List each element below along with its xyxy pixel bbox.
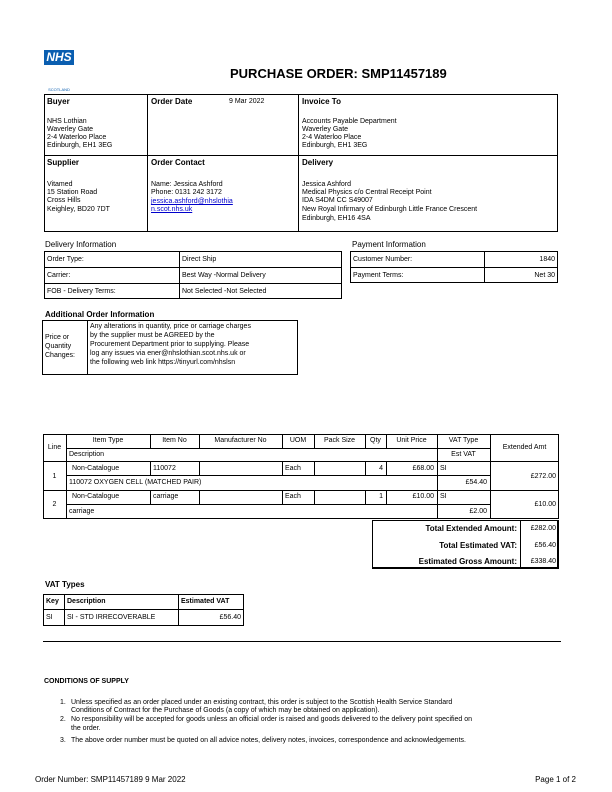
table-row-description: 110072 OXYGEN CELL (MATCHED PAIR) xyxy=(69,479,202,486)
table-row-uom: Each xyxy=(285,493,301,500)
vat-row-key: SI xyxy=(46,614,53,621)
additional-info-text: log any issues via ener@nhslothian.scot.nhs.uk or xyxy=(90,350,246,357)
table-row-line: 2 xyxy=(52,501,57,508)
additional-info-label: Changes: xyxy=(45,352,75,359)
table-row-qty: 4 xyxy=(379,465,383,472)
table-row-uom: Each xyxy=(285,465,301,472)
vat-row-estimated-vat: £56.40 xyxy=(219,614,241,621)
condition-text: Conditions of Contract for the Purchase of Goods (a copy of which may be obtained on application). xyxy=(71,707,380,714)
order-contact-phone: Phone: 0131 242 3172 xyxy=(151,189,222,196)
conditions-heading: CONDITIONS OF SUPPLY xyxy=(44,678,129,685)
table-row-unit-price: £10.00 xyxy=(412,493,434,500)
table-row-extended-amt: £10.00 xyxy=(534,501,556,508)
additional-info-text: by the supplier must be AGREED by the xyxy=(90,332,215,339)
payment-info-value: 1840 xyxy=(539,256,555,263)
col-header-item-type: Item Type xyxy=(92,437,124,444)
delivery-line: Edinburgh, EH16 4SA xyxy=(302,215,371,222)
table-row-item-no: 110072 xyxy=(153,465,176,472)
table-row-est-vat: £54.40 xyxy=(465,479,487,486)
additional-info-label: Quantity xyxy=(45,343,72,350)
condition-number: 3. xyxy=(60,737,66,744)
delivery-info-value: Direct Ship xyxy=(182,256,217,263)
vat-row-description: SI - STD IRRECOVERABLE xyxy=(67,614,156,621)
gross-amount-label: Estimated Gross Amount: xyxy=(418,557,517,566)
table-row-item-type: Non-Catalogue xyxy=(72,493,120,500)
col-header-pack-size: Pack Size xyxy=(323,437,356,444)
col-header-est-vat: Est VAT xyxy=(451,451,476,458)
table-row-description: carriage xyxy=(69,508,95,515)
col-header-line: Line xyxy=(47,444,62,451)
delivery-info-label: Carrier: xyxy=(47,272,71,279)
payment-info-heading: Payment Information xyxy=(352,240,426,249)
buyer-line: 2-4 Waterloo Place xyxy=(47,134,107,141)
payment-info-value: Net 30 xyxy=(534,272,555,279)
condition-number: 1. xyxy=(60,699,66,706)
delivery-line: Jessica Ashford xyxy=(302,181,352,188)
nhs-logo-sub: SCOTLAND xyxy=(48,87,70,92)
delivery-label: Delivery xyxy=(302,158,334,167)
address-block xyxy=(44,94,558,232)
table-row-est-vat: £2.00 xyxy=(469,508,487,515)
nhs-logo-mark: NHS xyxy=(44,50,74,65)
additional-info-text: the following web link https://tinyurl.com/nhslsn xyxy=(90,359,236,366)
page-title: PURCHASE ORDER: SMP11457189 xyxy=(230,66,447,81)
invoice-to-line: Waverley Gate xyxy=(302,126,349,133)
order-date-label: Order Date xyxy=(151,97,193,106)
supplier-line: Cross Hills xyxy=(47,197,81,204)
col-header-item-no: Item No xyxy=(162,437,187,444)
payment-info-label: Customer Number: xyxy=(353,256,413,263)
table-row-qty: 1 xyxy=(379,493,383,500)
invoice-to-label: Invoice To xyxy=(302,97,341,106)
order-contact-email-link[interactable]: n.scot.nhs.uk xyxy=(151,206,193,213)
section-divider xyxy=(43,641,561,642)
condition-text: No responsibility will be accepted for goods unless an official order is raised and goods delivered to the delivery point specified on xyxy=(71,716,473,723)
supplier-line: Keighley, BD20 7DT xyxy=(47,206,110,213)
gross-amount-value: £338.40 xyxy=(530,558,556,565)
invoice-to-line: Accounts Payable Department xyxy=(302,118,397,125)
delivery-info-heading: Delivery Information xyxy=(45,240,117,249)
total-extended-value: £282.00 xyxy=(530,525,556,532)
table-row-unit-price: £68.00 xyxy=(412,465,434,472)
col-header-uom: UOM xyxy=(289,437,307,444)
condition-text: Unless specified as an order placed under an existing contract, this order is subject to the Scottish Health Service Standard xyxy=(71,699,453,706)
delivery-info-label: Order Type: xyxy=(47,256,84,263)
vat-header-estimated-vat: Estimated VAT xyxy=(181,598,230,605)
invoice-to-line: 2-4 Waterloo Place xyxy=(302,134,362,141)
table-row-vat-type: SI xyxy=(440,465,447,472)
delivery-info-value: Not Selected -Not Selected xyxy=(182,288,267,295)
supplier-line: 15 Station Road xyxy=(47,189,98,196)
total-extended-label: Total Extended Amount: xyxy=(425,524,517,533)
condition-number: 2. xyxy=(60,716,66,723)
vat-header-key: Key xyxy=(46,598,59,605)
order-date-value: 9 Mar 2022 xyxy=(229,98,265,105)
footer-order-number: Order Number: SMP11457189 9 Mar 2022 xyxy=(35,775,186,784)
delivery-line: IDA S4DM CC S49007 xyxy=(302,197,373,204)
additional-info-text: Procurement Department prior to supplying. Please xyxy=(90,341,250,348)
buyer-label: Buyer xyxy=(47,97,70,106)
delivery-line: Medical Physics c/o Central Receipt Point xyxy=(302,189,432,196)
condition-text: The above order number must be quoted on all advice notes, delivery notes, invoices, correspondence and acknowledgements. xyxy=(71,737,466,744)
total-vat-label: Total Estimated VAT: xyxy=(439,541,517,550)
col-header-unit-price: Unit Price xyxy=(396,437,427,444)
buyer-line: Waverley Gate xyxy=(47,126,94,133)
delivery-line: New Royal Infirmary of Edinburgh Little France Crescent xyxy=(302,206,478,213)
additional-info-text: Any alterations in quantity, price or carriage charges xyxy=(90,323,251,330)
col-header-manufacturer-no: Manufacturer No xyxy=(214,437,267,444)
table-row-item-type: Non-Catalogue xyxy=(72,465,120,472)
delivery-info-value: Best Way -Normal Delivery xyxy=(182,272,266,279)
invoice-to-line: Edinburgh, EH1 3EG xyxy=(302,142,368,149)
buyer-line: NHS Lothian xyxy=(47,118,87,125)
supplier-line: Vitamed xyxy=(47,181,73,188)
buyer-line: Edinburgh, EH1 3EG xyxy=(47,142,113,149)
items-table xyxy=(43,434,559,519)
col-header-qty: Qty xyxy=(370,437,381,444)
order-contact-email-link[interactable]: jessica.ashford@nhslothia xyxy=(151,198,233,205)
supplier-label: Supplier xyxy=(47,158,80,167)
additional-info-label: Price or xyxy=(45,334,70,341)
footer-page-number: Page 1 of 2 xyxy=(535,775,576,784)
table-row-item-no: carriage xyxy=(153,493,179,500)
order-contact-label: Order Contact xyxy=(151,158,205,167)
table-row-extended-amt: £272.00 xyxy=(530,473,556,480)
col-header-description: Description xyxy=(69,451,105,458)
additional-info-heading: Additional Order Information xyxy=(45,310,155,319)
table-row-vat-type: SI xyxy=(440,493,447,500)
nhs-logo xyxy=(44,50,74,90)
vat-types-heading: VAT Types xyxy=(45,580,85,589)
col-header-vat-type: VAT Type xyxy=(448,437,479,444)
condition-text: the order. xyxy=(71,725,101,732)
table-row-line: 1 xyxy=(52,473,57,480)
delivery-info-label: FOB - Delivery Terms: xyxy=(47,288,116,295)
total-vat-value: £56.40 xyxy=(534,542,556,549)
col-header-extended-amt: Extended Amt xyxy=(502,444,547,451)
payment-info-label: Payment Terms: xyxy=(353,272,404,279)
vat-header-description: Description xyxy=(67,598,106,605)
order-contact-name: Name: Jessica Ashford xyxy=(151,181,223,188)
